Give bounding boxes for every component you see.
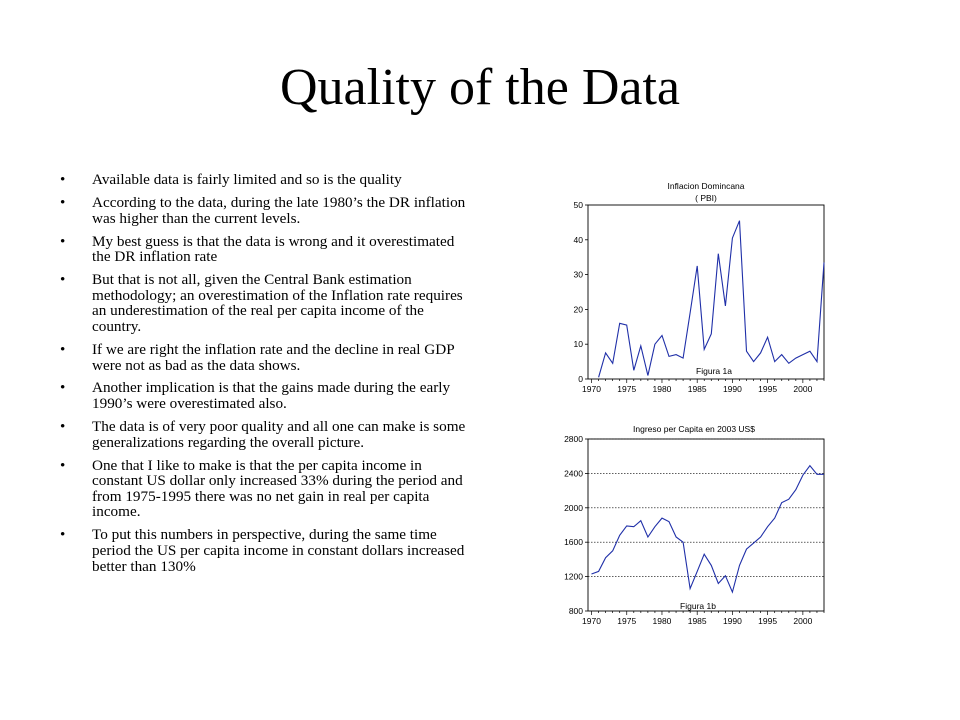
bullet-dot: •	[60, 456, 66, 474]
income-chart-x-tick-label: 1975	[617, 616, 637, 626]
bullet-dot: •	[60, 379, 66, 397]
bullet-dot: •	[60, 171, 66, 188]
inflation-chart	[552, 178, 842, 398]
bullet-item	[60, 172, 472, 188]
bullet-text: To put this numbers in perspective, during the same time period the US per capita income in constant dollars increased better than 130%	[92, 526, 465, 575]
inflation-chart-series-line	[599, 221, 824, 378]
income-chart-y-tick-label: 800	[568, 606, 583, 616]
inflation-chart-x-tick-label: 1995	[758, 384, 778, 394]
bullet-text: Another implication is that the gains made during the early 1990’s were overestimated also.	[92, 379, 451, 413]
bullet-list	[60, 172, 472, 582]
income-chart-title: Ingreso per Capita en 2003 US$	[633, 424, 755, 434]
bullet-text: The data is of very poor quality and all one can make is some generalizations regarding the overall picture.	[92, 418, 466, 451]
inflation-chart-y-tick-label: 10	[573, 339, 583, 350]
inflation-chart-title: Inflacion Domincana	[667, 181, 745, 191]
slide-title: Quality of the Data	[280, 59, 680, 116]
inflation-chart-x-tick-label: 1985	[687, 384, 707, 394]
inflation-chart-x-tick-label: 2000	[793, 384, 813, 394]
inflation-chart-x-tick-label: 1975	[617, 384, 637, 394]
bullet-text: According to the data, during the late 1980’s the DR inflation was higher than the current levels.	[92, 193, 466, 227]
bullet-item	[60, 527, 472, 574]
income-chart-x-tick-label: 2000	[793, 616, 813, 626]
inflation-chart-y-tick-label: 40	[573, 234, 583, 245]
income-chart-series-line	[592, 466, 825, 592]
bullet-item	[60, 458, 472, 520]
bullet-text: Available data is fairly limited and so is the quality	[92, 171, 402, 188]
inflation-chart-x-tick-label: 1970	[582, 384, 601, 394]
income-chart-x-tick-label: 1990	[722, 616, 742, 626]
income-chart-y-tick-label: 2000	[564, 502, 583, 513]
inflation-chart-annotation: Figura 1a	[696, 366, 732, 376]
income-chart-y-tick-label: 2800	[564, 434, 583, 444]
income-chart-y-tick-label: 1600	[564, 537, 583, 548]
bullet-item	[60, 234, 472, 265]
bullet-text: But that is not all, given the Central Bank estimation methodology; an overestimation of the Inflation rate requires an underestimation of the real per capita income of the country.	[92, 271, 463, 335]
bullet-dot: •	[60, 418, 66, 436]
inflation-chart-y-tick-label: 0	[578, 374, 583, 384]
income-chart-x-tick-label: 1985	[687, 616, 707, 626]
bullet-item	[60, 419, 472, 450]
bullet-dot: •	[60, 271, 66, 289]
bullet-text: One that I like to make is that the per capita income in constant US dollar only increased 33% during the period and from 1975-1995 there was no net gain in real per capita income.	[92, 456, 463, 521]
income-chart-annotation: Figura 1b	[680, 601, 716, 611]
income-chart-y-tick-label: 2400	[564, 468, 583, 479]
inflation-chart-y-tick-label: 20	[573, 304, 583, 315]
bullet-text: If we are right the inflation rate and the decline in real GDP were not as bad as the data shows.	[92, 340, 455, 374]
bullet-dot: •	[60, 232, 66, 250]
inflation-chart-y-tick-label: 50	[573, 200, 583, 210]
bullet-text: My best guess is that the data is wrong and it overestimated the DR inflation rate	[92, 232, 455, 266]
inflation-chart-x-tick-label: 1980	[652, 384, 672, 394]
income-chart-plot-frame	[588, 439, 824, 611]
bullet-item	[60, 380, 472, 411]
inflation-chart-plot-frame	[588, 205, 824, 379]
income-chart-x-tick-label: 1995	[758, 616, 778, 626]
income-chart-x-tick-label: 1970	[582, 616, 601, 626]
bullet-dot: •	[60, 340, 66, 358]
inflation-chart-subtitle: ( PBI)	[695, 193, 717, 203]
income-chart-x-tick-label: 1980	[652, 616, 672, 626]
income-chart-y-tick-label: 1200	[564, 571, 583, 582]
inflation-chart-y-tick-label: 30	[573, 269, 583, 280]
income-chart	[552, 418, 842, 638]
bullet-dot: •	[60, 193, 66, 211]
bullet-item	[60, 342, 472, 373]
bullet-item	[60, 195, 472, 226]
bullet-item	[60, 272, 472, 334]
inflation-chart-x-tick-label: 1990	[722, 384, 742, 394]
bullet-dot: •	[60, 526, 66, 544]
